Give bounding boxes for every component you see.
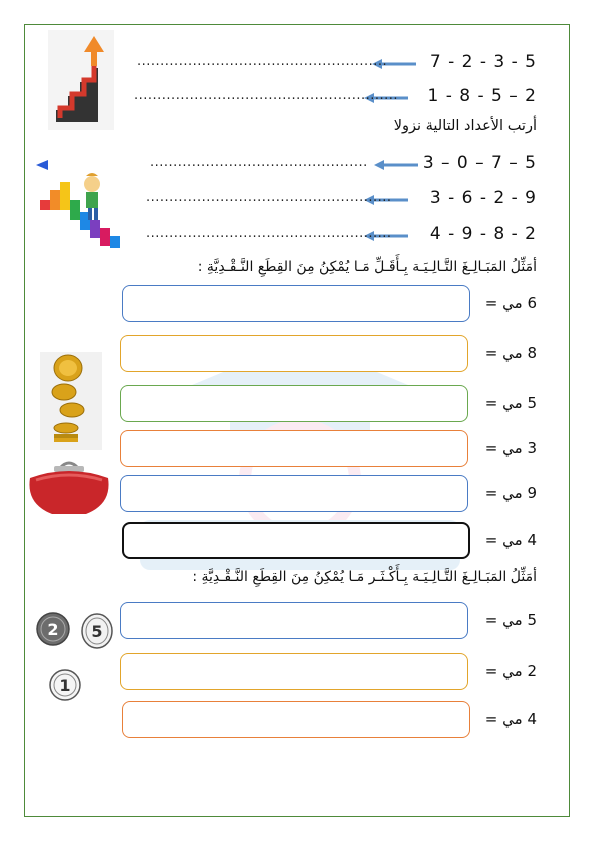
answer-dotted-line[interactable]: ..................................................... (146, 226, 392, 241)
answer-dotted-line[interactable]: ......................................................... (134, 88, 399, 103)
red-purse-icon (26, 458, 112, 516)
amount-label: 8 مي = (484, 344, 537, 362)
amount-label: 4 مي = (484, 710, 537, 728)
coin-icon (48, 668, 82, 702)
coins-answer-box[interactable] (122, 522, 470, 559)
amount-label: 4 مي = (484, 531, 537, 549)
number-sequence: 3 - 6 - 2 - 9 (429, 188, 537, 208)
number-sequence: 4 - 9 - 8 - 2 (429, 224, 537, 244)
answer-dotted-line[interactable]: ..................................................... (146, 190, 392, 205)
coins-answer-box[interactable] (122, 701, 470, 738)
coins-answer-box[interactable] (120, 335, 468, 372)
coins-answer-box[interactable] (120, 385, 468, 422)
coin-label: 1 (59, 676, 71, 695)
coin-icon (36, 612, 70, 646)
amount-label: 6 مي = (484, 294, 537, 312)
coin-label: 5 (91, 622, 103, 641)
section-max-title: أمَثِّلُ المَبَـالِـغَ التَّـالِـيَـة بِـأَكْـثَـر مَـا يُمْكِنُ مِنَ القِطَعِ النَّـقْـدِيَّةِ : (192, 569, 537, 585)
amount-label: 2 مي = (484, 662, 537, 680)
coins-answer-box[interactable] (122, 285, 470, 322)
coins-answer-box[interactable] (120, 475, 468, 512)
coins-answer-box[interactable] (120, 430, 468, 467)
number-sequence: 1 - 8 - 5 – 2 (427, 86, 537, 106)
coin-label: 2 (47, 620, 59, 639)
amount-label: 5 مي = (484, 394, 537, 412)
coins-answer-box[interactable] (120, 653, 468, 690)
arrow-left-icon (374, 159, 418, 171)
amount-label: 5 مي = (484, 611, 537, 629)
answer-dotted-line[interactable]: ............................................... (150, 155, 368, 170)
answer-dotted-line[interactable]: ...................................................... (137, 54, 388, 69)
amount-label: 3 مي = (484, 439, 537, 457)
number-sequence: 7 - 2 - 3 - 5 (429, 52, 537, 72)
falling-coins-icon (40, 352, 102, 450)
section-min-title: أمَثِّلُ المَبَـالِـغَ التَّـالِـيَـة بِـأَقَـلِّ مَـا يُمْكِنُ مِنَ القِطَعِ النَّـقْـدِيَّةِ : (197, 259, 537, 275)
amount-label: 9 مي = (484, 484, 537, 502)
section-down-title: أرتب الأعداد التالية نزولا (393, 118, 537, 134)
coin-icon (80, 612, 114, 650)
coins-answer-box[interactable] (120, 602, 468, 639)
stairs-arrow-up-icon (48, 30, 114, 130)
number-sequence: 3 – 0 – 7 – 5 (422, 153, 537, 173)
child-sliding-stairs-icon (36, 160, 122, 250)
